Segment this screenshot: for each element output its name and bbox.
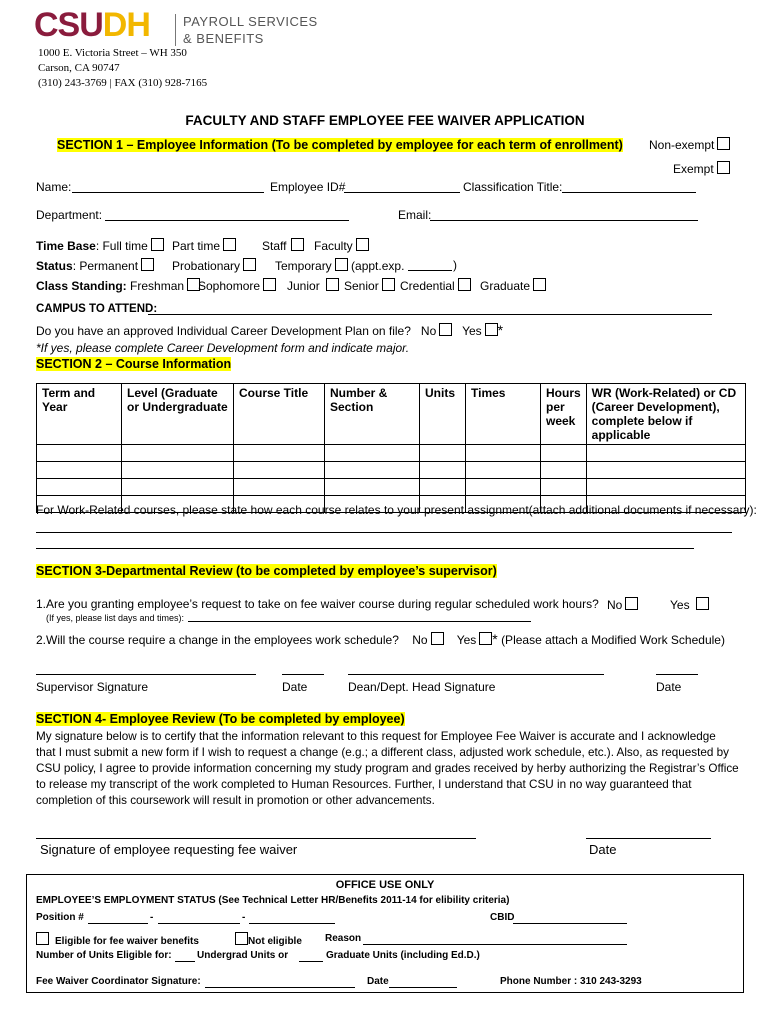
col-times: Times (466, 384, 541, 445)
work-related-line-1[interactable] (36, 532, 732, 533)
supervisor-date-label: Date (282, 680, 308, 694)
position-field-2[interactable] (158, 923, 240, 924)
department-label: Department: (36, 208, 103, 222)
sophomore-option: Sophomore (198, 278, 276, 293)
units-eligible-label: Number of Units Eligible for: (36, 950, 172, 961)
employee-id-label: Employee ID# (270, 180, 346, 194)
graduate-option: Graduate (480, 278, 546, 293)
junior-checkbox[interactable] (326, 278, 339, 291)
credential-checkbox[interactable] (458, 278, 471, 291)
faculty-checkbox[interactable] (356, 238, 369, 251)
position-field-1[interactable] (88, 923, 148, 924)
csudh-logo: CSUDH (34, 6, 150, 44)
position-label: Position # (36, 912, 84, 923)
col-course-title: Course Title (234, 384, 325, 445)
position-field-3[interactable] (249, 923, 335, 924)
graduate-units-field[interactable] (299, 961, 323, 962)
cbid-field[interactable] (513, 923, 627, 924)
senior-checkbox[interactable] (382, 278, 395, 291)
table-row[interactable] (37, 462, 746, 479)
temporary-checkbox[interactable] (335, 258, 348, 271)
q1-days-times-field[interactable] (188, 621, 531, 622)
graduate-units-label: Graduate Units (including Ed.D.) (326, 950, 480, 961)
coordinator-date-label: Date (367, 976, 389, 987)
email-field[interactable] (430, 220, 698, 221)
coordinator-signature-label: Fee Waiver Coordinator Signature: (36, 976, 201, 987)
staff-option: Staff (262, 238, 304, 253)
office-use-box (26, 874, 744, 993)
appt-exp-field[interactable] (408, 270, 452, 271)
q2-no-checkbox[interactable] (431, 632, 444, 645)
employee-id-field[interactable] (344, 192, 460, 193)
cbid-label: CBID (490, 912, 515, 923)
probationary-checkbox[interactable] (243, 258, 256, 271)
col-number-section: Number & Section (325, 384, 420, 445)
address-line2: Carson, CA 90747 (38, 62, 120, 74)
office-phone: Phone Number : 310 243-3293 (500, 976, 642, 987)
q1-note: (If yes, please list days and times): (46, 613, 185, 623)
reason-field[interactable] (363, 944, 627, 945)
work-related-line-2[interactable] (36, 548, 694, 549)
full-time-checkbox[interactable] (151, 238, 164, 251)
supervisor-signature-label: Supervisor Signature (36, 680, 149, 694)
dept-line2: & BENEFITS (183, 31, 264, 46)
name-field[interactable] (72, 192, 264, 193)
credential-option: Credential (400, 278, 471, 293)
q1-text: 1.Are you granting employee’s request to take on fee waiver course during regular scheduled work hours? (36, 597, 599, 611)
reason-label: Reason (325, 933, 362, 944)
q2-text: 2.Will the course require a change in the employees work schedule? No Yes * (Please attach a Modified Work Schedule) (36, 631, 725, 647)
career-plan-note: *If yes, please complete Career Development form and indicate major. (36, 341, 410, 355)
career-plan-yes-checkbox[interactable] (485, 323, 498, 336)
employment-status-line: EMPLOYEE’S EMPLOYMENT STATUS (See Technical Letter HR/Benefits 2011-14 for elibility criteria) (36, 895, 510, 906)
office-title: OFFICE USE ONLY (335, 879, 435, 891)
class-standing-row: Class Standing: Freshman (36, 278, 200, 293)
probationary-option: Probationary (172, 258, 256, 273)
q1-no-option: No (607, 597, 638, 612)
classification-field[interactable] (562, 192, 696, 193)
position-dash-2: - (242, 912, 246, 923)
career-plan-question: Do you have an approved Individual Career Development Plan on file? No Yes * (36, 322, 504, 338)
supervisor-date-line[interactable] (282, 674, 324, 675)
exempt-option: Exempt (673, 161, 730, 176)
q2-yes-checkbox[interactable] (479, 632, 492, 645)
table-row[interactable] (37, 479, 746, 496)
certification-paragraph: My signature below is to certify that the information relevant to this request for Employee Fee Waiver is accurate and I acknowledge that I must submit a new form if I wish to request a change (e.g.; a different class, adjusted work schedule, etc.). Also, as requested by CSU policy, I agree to provide information concerning my study program and grades received by herby authorizing the Registrar’s Office to release my transcript of the work completed to Human Resources. Further, I understand that CSU in no way guaranteed that completion of this coursework will result in promotion or other advancements. (36, 730, 739, 807)
status-row: Status: Permanent (36, 258, 154, 273)
part-time-checkbox[interactable] (223, 238, 236, 251)
eligible-option: Eligible for fee waiver benefits (36, 932, 199, 947)
q1-yes-checkbox[interactable] (696, 597, 709, 610)
coordinator-signature-field[interactable] (205, 987, 355, 988)
dept-line1: PAYROLL SERVICES (183, 14, 318, 29)
undergrad-units-label: Undergrad Units or (197, 950, 289, 961)
logo-divider (175, 14, 176, 46)
campus-field[interactable] (148, 314, 712, 315)
eligible-checkbox[interactable] (36, 932, 49, 945)
q1-no-checkbox[interactable] (625, 597, 638, 610)
campus-label: CAMPUS TO ATTEND: (36, 303, 158, 315)
address-line1: 1000 E. Victoria Street – WH 350 (38, 47, 187, 59)
appt-exp-close: ) (453, 258, 457, 272)
section3-heading: SECTION 3-Departmental Review (to be completed by employee’s supervisor) (36, 564, 497, 578)
graduate-checkbox[interactable] (533, 278, 546, 291)
temporary-option: Temporary (appt.exp. (275, 259, 405, 273)
section4-heading: SECTION 4- Employee Review (To be completed by employee) (36, 712, 405, 726)
department-field[interactable] (105, 220, 349, 221)
part-time-option: Part time (172, 238, 236, 253)
dean-date-line[interactable] (656, 674, 698, 675)
supervisor-signature-line[interactable] (36, 674, 256, 675)
not-eligible-checkbox[interactable] (235, 932, 248, 945)
undergrad-units-field[interactable] (175, 961, 195, 962)
junior-option: Junior (287, 278, 339, 293)
non-exempt-option: Non-exempt (649, 137, 730, 152)
not-eligible-option: Not eligible (235, 932, 302, 947)
col-units: Units (420, 384, 466, 445)
section1-heading: SECTION 1 – Employee Information (To be completed by employee for each term of enrollment) (57, 138, 623, 152)
coordinator-date-field[interactable] (389, 987, 457, 988)
faculty-option: Faculty (314, 238, 369, 253)
senior-option: Senior (344, 278, 395, 293)
form-title: FACULTY AND STAFF EMPLOYEE FEE WAIVER APPLICATION (185, 113, 585, 128)
dean-signature-label: Dean/Dept. Head Signature (348, 680, 496, 694)
classification-label: Classification Title: (463, 180, 563, 194)
course-table (36, 383, 746, 513)
employee-signature-label: Signature of employee requesting fee waiver (40, 842, 298, 857)
exempt-checkbox[interactable] (717, 161, 730, 174)
col-wr-cd: WR (Work-Related) or CD (Career Development), complete below if applicable (586, 384, 745, 445)
email-label: Email: (398, 208, 432, 222)
col-hours-week: Hours per week (541, 384, 587, 445)
dean-signature-line[interactable] (348, 674, 604, 675)
phone-fax: (310) 243-3769 | FAX (310) 928-7165 (38, 77, 208, 89)
dean-date-label: Date (656, 680, 682, 694)
table-row[interactable] (37, 445, 746, 462)
employee-signature-line[interactable] (36, 838, 476, 839)
work-related-note: For Work-Related courses, please state how each course relates to your present assignment(attach additional documents if necessary): (36, 503, 757, 517)
career-plan-no-checkbox[interactable] (439, 323, 452, 336)
section2-heading: SECTION 2 – Course Information (36, 357, 232, 371)
name-label: Name: (36, 180, 72, 194)
employee-date-label: Date (589, 842, 617, 857)
q1-yes-option: Yes (670, 597, 709, 612)
staff-checkbox[interactable] (291, 238, 304, 251)
time-base-row: Time Base: Full time (36, 238, 164, 253)
sophomore-checkbox[interactable] (263, 278, 276, 291)
employee-date-line[interactable] (586, 838, 711, 839)
position-dash-1: - (150, 912, 154, 923)
non-exempt-checkbox[interactable] (717, 137, 730, 150)
permanent-checkbox[interactable] (141, 258, 154, 271)
col-term-year: Term and Year (37, 384, 122, 445)
col-level: Level (Graduate or Undergraduate (122, 384, 234, 445)
